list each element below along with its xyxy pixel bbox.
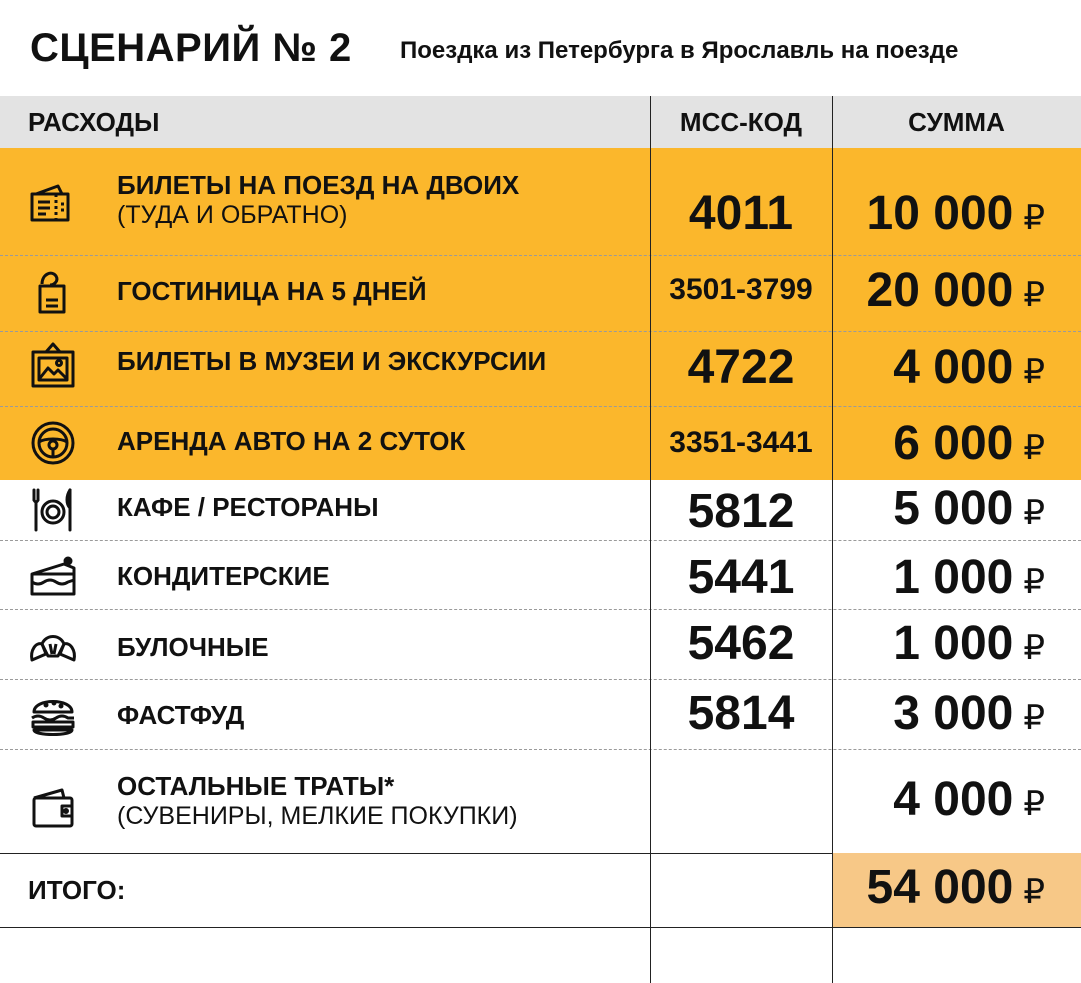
amount-value: 4 000 <box>893 773 1014 826</box>
amount <box>815 550 1045 605</box>
row-title: КАФЕ / РЕСТОРАНЫ <box>117 492 379 522</box>
mcc-code: 4011 <box>688 187 794 240</box>
currency-symbol: ₽ <box>1023 629 1045 667</box>
amount <box>815 481 1045 536</box>
row-divider <box>0 331 1081 332</box>
currency-symbol: ₽ <box>1023 494 1045 532</box>
column-header-expenses: РАСХОДЫ <box>28 107 160 137</box>
cutlery-plate-icon <box>28 486 78 536</box>
currency-symbol: ₽ <box>1023 353 1045 391</box>
currency-symbol: ₽ <box>1023 873 1045 911</box>
mcc-code: 4722 <box>687 341 795 394</box>
row-divider <box>0 749 1081 750</box>
row-divider <box>0 540 1081 541</box>
row-divider <box>0 406 1081 407</box>
door-hanger-icon <box>28 266 78 316</box>
row-title: АРЕНДА АВТО НА 2 СУТОК <box>117 426 466 456</box>
row-subtitle: (СУВЕНИРЫ, МЕЛКИЕ ПОКУПКИ) <box>117 802 518 830</box>
amount-value: 10 000 <box>866 187 1014 240</box>
row-title: ФАСТФУД <box>117 700 245 730</box>
mcc-code: 5814 <box>687 687 795 740</box>
currency-symbol: ₽ <box>1023 785 1045 823</box>
row-label <box>117 771 518 831</box>
row-title: БИЛЕТЫ В МУЗЕИ И ЭКСКУРСИИ <box>117 346 547 376</box>
row-divider <box>0 255 1081 256</box>
amount <box>815 416 1045 471</box>
mcc-code: 5462 <box>687 617 795 670</box>
row-title: БУЛОЧНЫЕ <box>117 632 269 662</box>
row-label <box>117 170 519 230</box>
column-header-mcc: МСС-КОД <box>679 107 803 137</box>
total-amount <box>815 860 1045 915</box>
amount <box>815 340 1045 395</box>
amount <box>815 616 1045 671</box>
row-title: БИЛЕТЫ НА ПОЕЗД НА ДВОИХ <box>117 170 520 200</box>
amount-value: 20 000 <box>866 264 1014 317</box>
croissant-icon <box>28 624 78 674</box>
row-subtitle: (ТУДА И ОБРАТНО) <box>117 201 348 229</box>
amount-value: 5 000 <box>893 482 1014 535</box>
currency-symbol: ₽ <box>1023 276 1045 314</box>
currency-symbol: ₽ <box>1023 699 1045 737</box>
row-label <box>117 632 269 663</box>
picture-icon <box>28 340 78 390</box>
amount-value: 1 000 <box>893 617 1014 670</box>
row-title: ГОСТИНИЦА НА 5 ДНЕЙ <box>117 276 427 306</box>
amount-value: 4 000 <box>893 341 1014 394</box>
amount-value: 3 000 <box>893 687 1014 740</box>
total-label: ИТОГО: <box>28 875 126 905</box>
row-label <box>117 426 465 457</box>
burger-icon <box>28 690 78 740</box>
row-label <box>117 561 330 592</box>
mcc-code: 3501-3799 <box>669 273 813 306</box>
mcc-code: 3351-3441 <box>669 426 813 459</box>
row-label <box>117 492 379 523</box>
row-divider <box>0 679 1081 680</box>
row-label <box>117 276 427 307</box>
amount-value: 6 000 <box>893 417 1014 470</box>
row-divider <box>0 609 1081 610</box>
total-divider-bottom <box>0 927 1081 928</box>
row-title: КОНДИТЕРСКИЕ <box>117 561 330 591</box>
mcc-code: 5441 <box>687 551 795 604</box>
amount-value: 1 000 <box>893 551 1014 604</box>
column-header-sum: СУММА <box>908 107 1005 137</box>
row-label <box>117 346 546 377</box>
page-title: СЦЕНАРИЙ № 2 <box>30 26 352 70</box>
row-label <box>117 700 244 731</box>
amount <box>815 686 1045 741</box>
total-amount-value: 54 000 <box>866 861 1014 914</box>
amount <box>815 186 1045 241</box>
amount <box>815 263 1045 318</box>
wallet-icon <box>28 782 78 832</box>
cake-icon <box>28 554 78 604</box>
currency-symbol: ₽ <box>1023 199 1045 237</box>
mcc-code: 5812 <box>687 485 795 538</box>
page-subtitle: Поездка из Петербурга в Ярославль на поезде <box>400 37 959 64</box>
currency-symbol: ₽ <box>1023 563 1045 601</box>
amount <box>815 772 1045 827</box>
currency-symbol: ₽ <box>1023 429 1045 467</box>
ticket-icon <box>28 180 78 230</box>
table-header <box>0 96 1081 148</box>
steering-wheel-icon <box>28 418 78 468</box>
row-title: ОСТАЛЬНЫЕ ТРАТЫ* <box>117 771 395 801</box>
